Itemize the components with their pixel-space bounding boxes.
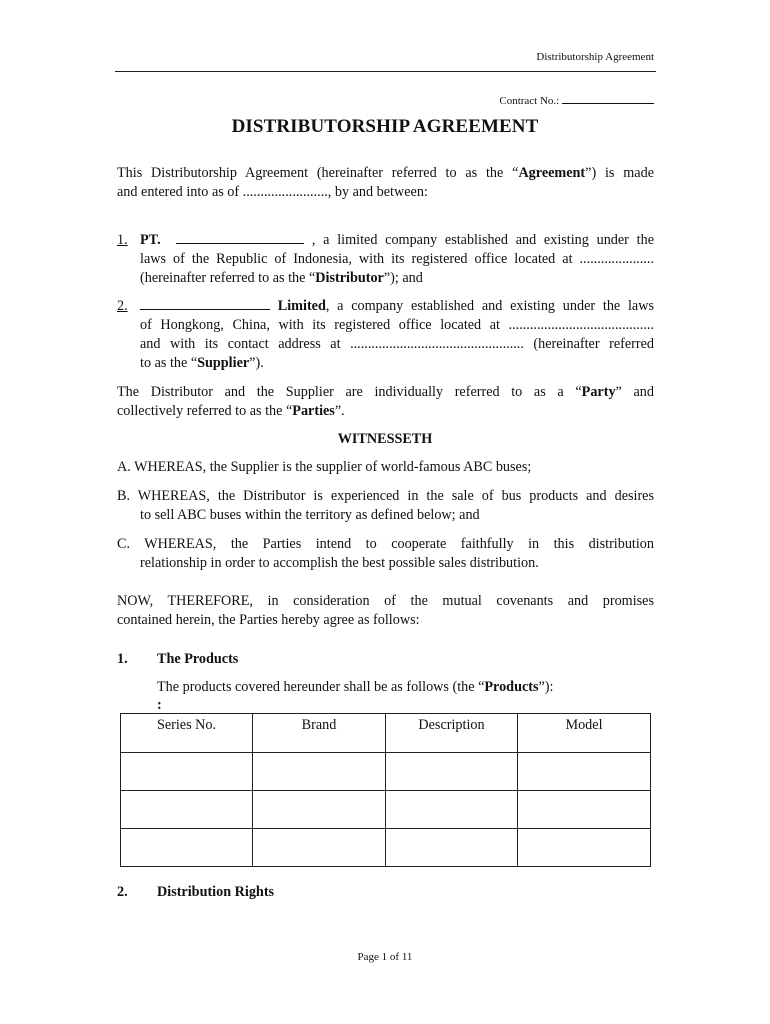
agreement-term: Agreement	[518, 165, 586, 181]
party-1-number: 1.	[117, 232, 128, 248]
party-2-ref-end: ”).	[249, 355, 264, 371]
party-term: Party	[581, 384, 616, 400]
section-1-title: The Products	[157, 651, 239, 667]
parties-text: The Distributor and the Supplier are individually referred to as a “	[117, 384, 582, 400]
party-2-name-blank	[140, 297, 270, 310]
party-1-name-blank	[176, 231, 304, 244]
column-header: Series No.	[121, 714, 253, 753]
party-1-text: , a limited company established and existing under the	[311, 232, 654, 248]
contract-number-field	[499, 91, 654, 107]
products-text-end: ”):	[538, 679, 554, 695]
section-2-number: 2.	[117, 884, 128, 900]
party-2-number: 2.	[117, 298, 128, 314]
party-2-ref-text: to as the “	[140, 355, 198, 371]
contract-number-label: Contract No.:	[499, 95, 560, 107]
supplier-term: Supplier	[197, 355, 250, 371]
table-cell[interactable]	[253, 829, 386, 867]
section-2-title: Distribution Rights	[157, 884, 275, 900]
table-cell[interactable]	[253, 753, 386, 791]
document-title: DISTRIBUTORSHIP AGREEMENT	[231, 116, 539, 137]
whereas-b-line-2: to sell ABC buses within the territory as defined below; and	[140, 507, 480, 523]
party-2-line-1	[140, 297, 654, 316]
party-1-line-2: laws of the Republic of Indonesia, with its registered office located at .....................	[140, 251, 654, 267]
table-cell[interactable]	[121, 829, 253, 867]
party-1-ref-text: (hereinafter referred to as the “	[140, 270, 316, 286]
table-row	[121, 791, 651, 829]
table-cell[interactable]	[121, 791, 253, 829]
running-header: Distributorship Agreement	[536, 51, 654, 63]
table-cell[interactable]	[518, 753, 651, 791]
products-text: The products covered hereunder shall be as follows (the “	[157, 679, 485, 695]
column-header: Description	[386, 714, 518, 753]
section-1-text	[157, 678, 654, 697]
products-term: Products	[484, 679, 539, 695]
table-cell[interactable]	[386, 753, 518, 791]
parties-line-1	[117, 383, 654, 402]
intro-line-1	[117, 164, 654, 183]
table-cell[interactable]	[386, 829, 518, 867]
intro-text: This Distributorship Agreement (hereinafter referred to as the “	[117, 165, 519, 181]
party-1-line-3	[140, 269, 654, 288]
table-cell[interactable]	[121, 753, 253, 791]
limited-label: Limited	[277, 298, 326, 314]
distributor-term: Distributor	[315, 270, 384, 286]
table-cell[interactable]	[518, 791, 651, 829]
column-header: Model	[518, 714, 651, 753]
whereas-a: A. WHEREAS, the Supplier is the supplier of world-famous ABC buses;	[117, 459, 532, 475]
parties-line-2	[117, 402, 654, 421]
table-row	[121, 753, 651, 791]
intro-text-end: ”) is made	[585, 165, 654, 181]
party-1-ref-end: ”); and	[383, 270, 423, 286]
now-therefore-line-2: contained herein, the Parties hereby agree as follows:	[117, 612, 420, 628]
party-2-line-2: of Hongkong, China, with its registered office located at .........................................	[140, 317, 654, 333]
table-row	[121, 829, 651, 867]
now-therefore-line-1: NOW, THEREFORE, in consideration of the mutual covenants and promises	[117, 593, 654, 609]
section-1-colon: :	[157, 697, 162, 713]
page-number: Page 1 of 11	[357, 951, 413, 963]
table-cell[interactable]	[386, 791, 518, 829]
whereas-c-line-1: C. WHEREAS, the Parties intend to cooperate faithfully in this distribution	[117, 536, 654, 552]
parties-text-2: collectively referred to as the “	[117, 403, 293, 419]
products-table	[120, 713, 651, 867]
column-header: Brand	[253, 714, 386, 753]
header-divider	[115, 71, 656, 72]
parties-text-2-end: ”.	[334, 403, 345, 419]
table-cell[interactable]	[518, 829, 651, 867]
section-1-number: 1.	[117, 651, 128, 667]
party-1-line-1	[140, 231, 654, 250]
parties-term: Parties	[292, 403, 335, 419]
intro-line-2: and entered into as of ........................, by and between:	[117, 184, 428, 200]
party-2-line-3: and with its contact address at ................................................. (hereinafter referred	[140, 336, 654, 352]
party-2-line-4	[140, 354, 654, 373]
whereas-b-line-1: B. WHEREAS, the Distributor is experienced in the sale of bus products and desires	[117, 488, 654, 504]
witnesseth-heading: WITNESSETH	[337, 431, 433, 447]
contract-number-blank	[562, 91, 654, 104]
pt-label: PT.	[140, 232, 161, 248]
party-2-text: , a company established and existing under the laws	[325, 298, 654, 314]
table-header-row	[121, 714, 651, 753]
whereas-c-line-2: relationship in order to accomplish the best possible sales distribution.	[140, 555, 539, 571]
parties-text-end: ” and	[615, 384, 654, 400]
table-cell[interactable]	[253, 791, 386, 829]
